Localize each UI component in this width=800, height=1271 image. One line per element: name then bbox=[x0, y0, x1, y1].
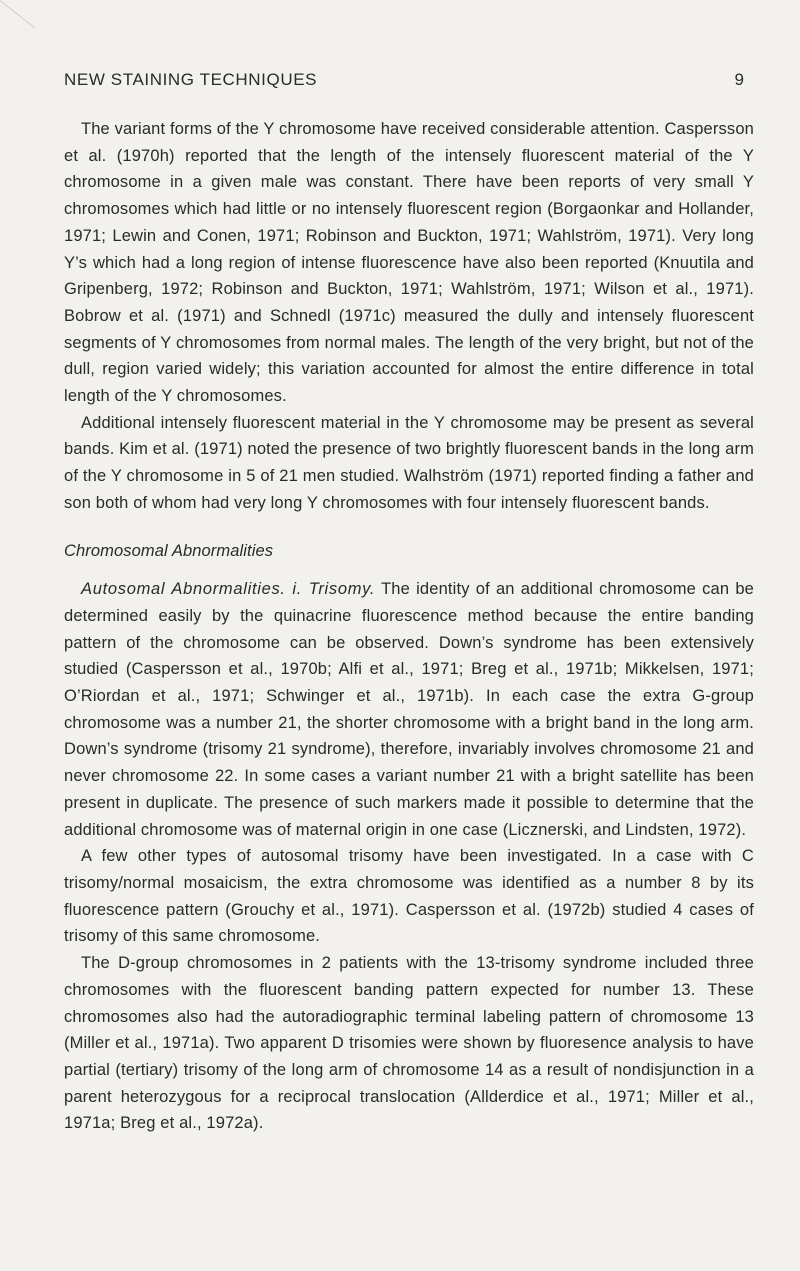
page-number: 9 bbox=[734, 70, 744, 89]
subsection-heading: Autosomal Abnormalities. i. Trisomy. bbox=[81, 580, 376, 599]
paragraph-fluorescent-bands: Additional intensely fluorescent material in the Y chromosome may be present as several bands. Kim et al. (1971) noted the presence of two brightly fluorescent bands in the long arm of the Y chromosome in 5 of 21 men studied. Walhström (1971) reported finding a father and son both of whom had very long Y chromosomes with four intensely fluorescent bands. bbox=[64, 413, 754, 512]
section-heading: Chromosomal Abnormalities bbox=[64, 541, 274, 560]
paragraph-y-chromosome-variants: The variant forms of the Y chromosome have received considerable attention. Caspersson et al. (1970h) reported that the length of the intensely fluorescent material of the Y chromosome in a given male was constant. There have been reports of very small Y chromosomes which had little or no intensely fluorescent region (Borgaonkar and Hollander, 1971; Lewin and Conen, 1971; Robinson and Buckton, 1971; Wahlström, 1971). Very long Y’s which had a long region of intense fluorescence have also been reported (Knuutila and Gripenberg, 1972; Robinson and Buckton, 1971; Wahlström, 1971; Wilson et al., 1971). Bobrow et al. (1971) and Schnedl (1971c) measured the dully and intensely fluorescent segments of Y chromosomes from normal males. The length of the very bright, but not of the dull, region varied widely; this variation accounted for almost the entire difference in total length of the Y chromosomes. bbox=[64, 120, 754, 406]
body-text bbox=[64, 116, 754, 1137]
paragraph-autosomal-trisomy-types: A few other types of autosomal trisomy have been investigated. In a case with C trisomy/normal mosaicism, the extra chromosome was identified as a number 8 by its fluorescence pattern (Grouchy et al., 1971). Caspersson et al. (1972b) studied 4 cases of trisomy of this same chromosome. bbox=[64, 847, 754, 946]
paragraph-d-group-chromosomes: The D-group chromosomes in 2 patients with the 13-trisomy syndrome included three chromosomes with the fluorescent banding pattern expected for number 13. These chromosomes also had the autoradiographic terminal labeling pattern of chromosome 13 (Miller et al., 1971a). Two apparent D trisomies were shown by fluoresence analysis to have partial (tertiary) trisomy of the long arm of chromosome 14 as a result of nondisjunction in a parent heterozygous for a reciprocal translocation (Allderdice et al., 1971; Miller et al., 1971a; Breg et al., 1972a). bbox=[64, 954, 754, 1133]
running-header bbox=[64, 70, 744, 94]
paragraph-trisomy bbox=[64, 576, 754, 843]
paragraph-trisomy-text: The identity of an additional chromosome can be determined easily by the quinacrine fluorescence method because the entire banding pattern of the chromosome can be observed. Down’s syndrome has been extensively studied (Caspersson et al., 1970b; Alfi et al., 1971; Breg et al., 1971b; Mikkelsen, 1971; O’Riordan et al., 1971; Schwinger et al., 1971b). In each case the extra G-group chromosome was a number 21, the shorter chromosome with a bright band in the long arm. Down’s syndrome (trisomy 21 syndrome), therefore, invariably involves chromosome 21 and never chromosome 22. In some cases a variant number 21 with a bright satellite has been present in duplicate. The presence of such markers made it possible to determine that the additional chromosome was of maternal origin in one case (Licznerski, and Lindsten, 1972). bbox=[64, 580, 755, 839]
running-header-title: NEW STAINING TECHNIQUES bbox=[64, 70, 318, 89]
scan-edge-mark bbox=[0, 0, 35, 28]
